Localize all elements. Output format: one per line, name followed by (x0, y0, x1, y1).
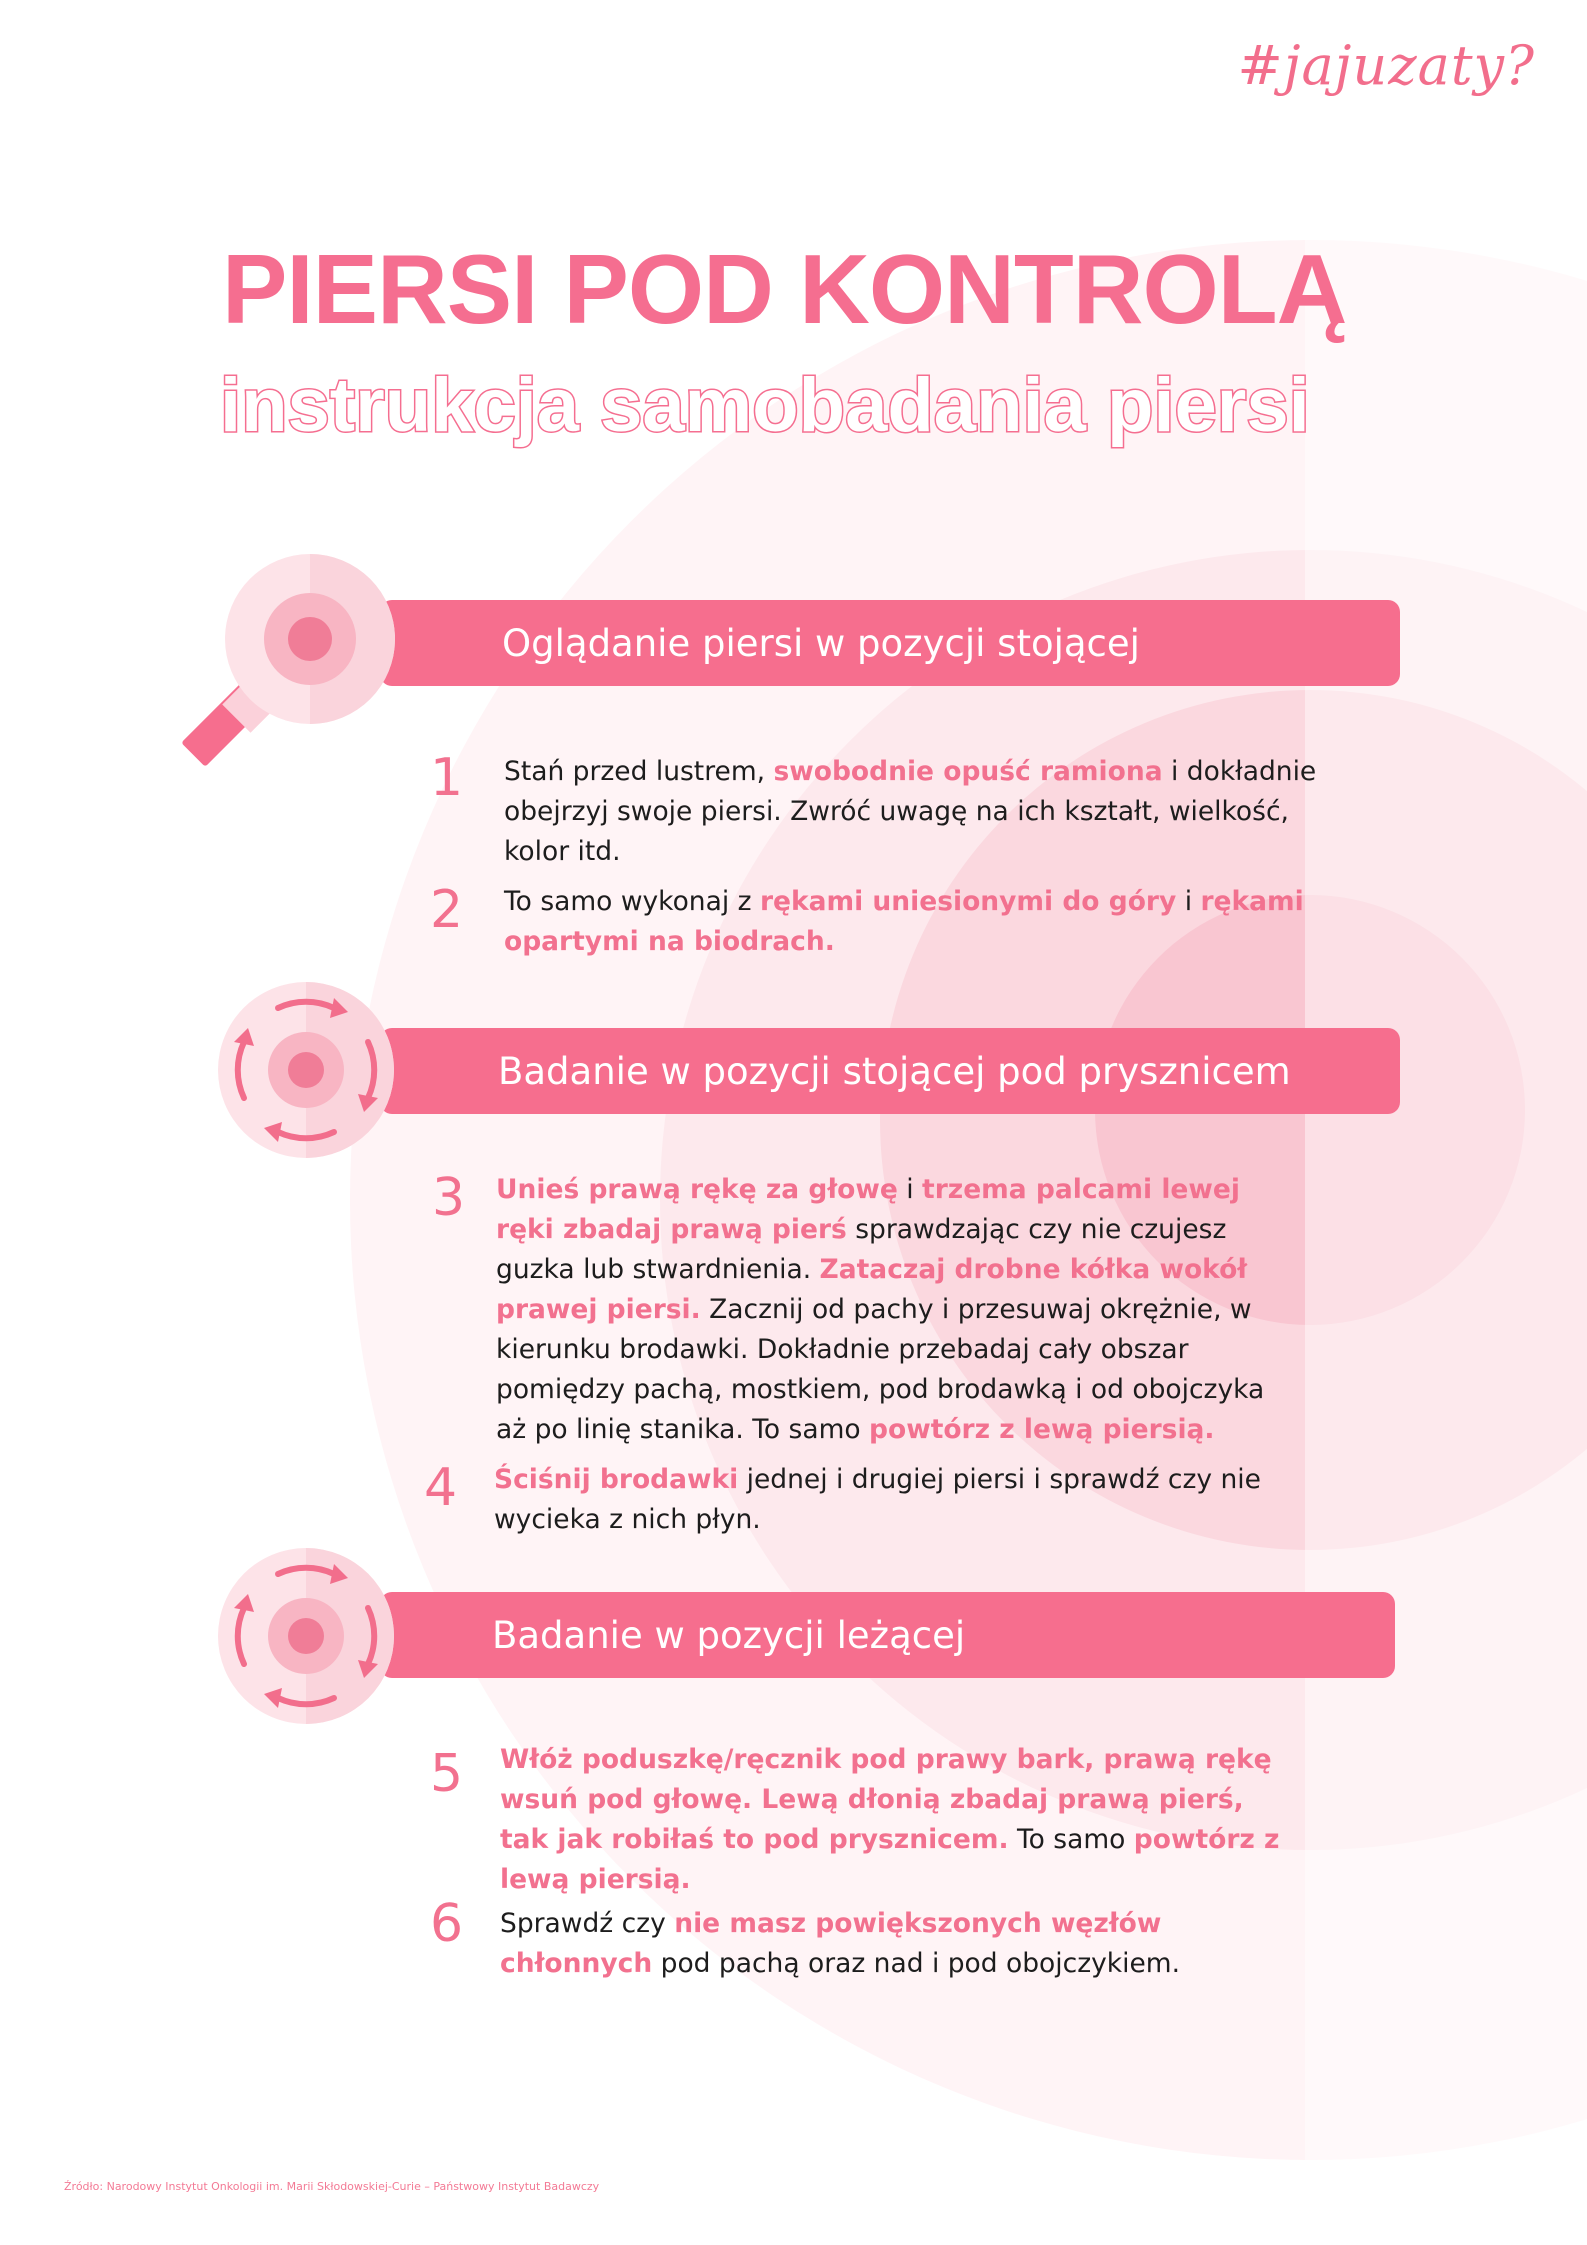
step-number: 3 (432, 1168, 466, 1228)
highlighted-text: Włóż poduszkę/ręcznik pod prawy bark, prawą rękę wsuń pod głowę. Lewą dłonią zbadaj prawą pierś, tak jak robiłaś to pod prysznicem. (500, 1744, 1272, 1855)
body-text: To samo (1008, 1824, 1134, 1855)
step-number: 6 (430, 1894, 464, 1954)
highlighted-text: rękami uniesionymi do góry (759, 886, 1177, 917)
highlighted-text: Ściśnij brodawki (494, 1464, 739, 1495)
circular-arrows-icon (216, 980, 396, 1160)
step-text (500, 1740, 1290, 1900)
section-header-lying (380, 1592, 1395, 1678)
highlighted-text: Zataczaj drobne kółka wokół prawej piersi. (496, 1254, 1248, 1325)
step-text (500, 1904, 1280, 1984)
circular-arrows-icon (216, 1546, 396, 1726)
page-title: PIERSI POD KONTROLĄ (222, 234, 1347, 344)
body-text: pod pachą oraz nad i pod obojczykiem. (652, 1948, 1181, 1979)
section-title: Badanie w pozycji leżącej (492, 1613, 966, 1657)
step-text (504, 882, 1334, 962)
magnifier-icon (170, 548, 410, 788)
highlighted-text: swobodnie opuść ramiona (773, 756, 1163, 787)
step-text (494, 1460, 1294, 1540)
body-text: i (1176, 886, 1201, 917)
body-text: Stań przed lustrem, (504, 756, 774, 787)
source-note: Źródło: Narodowy Instytut Onkologii im. Marii Skłodowskiej-Curie – Państwowy Instytut Badawczy (64, 2180, 600, 2193)
body-text: sprawdzając czy nie czujesz guzka lub stwardnienia. (496, 1214, 1227, 1285)
body-text: i (897, 1174, 923, 1205)
hashtag: #jajuzaty? (1237, 34, 1535, 97)
section-title: Badanie w pozycji stojącej pod prysznicem (498, 1049, 1291, 1093)
step-number: 5 (430, 1744, 464, 1804)
body-text: i dokładnie obejrzyj swoje piersi. Zwróć uwagę na ich kształt, wielkość, kolor itd. (504, 756, 1317, 867)
step-text (496, 1170, 1296, 1450)
body-text: Sprawdź czy (500, 1908, 675, 1939)
step-text (504, 752, 1354, 872)
section-header-shower (380, 1028, 1400, 1114)
section-header-standing (380, 600, 1400, 686)
highlighted-text: rękami opartymi na biodrach. (504, 886, 1304, 957)
page-subtitle: instrukcja samobadania piersi (220, 363, 1310, 448)
highlighted-text: powtórz z lewą piersią. (869, 1414, 1215, 1445)
step-number: 1 (430, 748, 464, 808)
highlighted-text: nie masz powiększonych węzłów chłonnych (500, 1908, 1162, 1979)
highlighted-text: powtórz z lewą piersią. (500, 1824, 1280, 1895)
section-title: Oglądanie piersi w pozycji stojącej (502, 621, 1140, 665)
body-text: To samo wykonaj z (504, 886, 760, 917)
body-text: Zacznij od pachy i przesuwaj okrężnie, w kierunku brodawki. Dokładnie przebadaj cały obszar pomiędzy pachą, mostkiem, pod brodawką i od obojczyka aż po linię stanika. To samo (496, 1294, 1265, 1445)
highlighted-text: Unieś prawą rękę za głowę (496, 1174, 898, 1205)
highlighted-text: trzema palcami lewej ręki zbadaj prawą pierś (496, 1174, 1240, 1245)
step-number: 2 (430, 880, 464, 940)
body-text: jednej i drugiej piersi i sprawdź czy nie wycieka z nich płyn. (494, 1464, 1261, 1535)
step-number: 4 (424, 1458, 458, 1518)
